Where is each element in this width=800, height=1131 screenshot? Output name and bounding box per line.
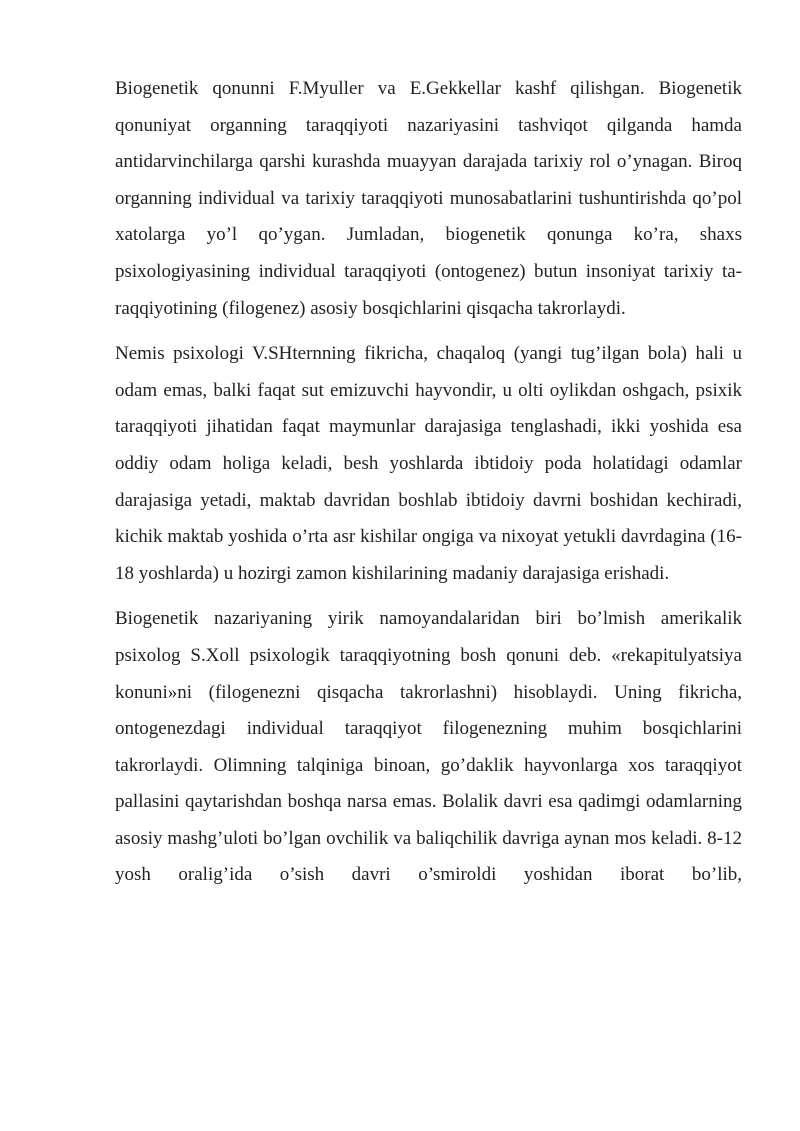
paragraph-stern-view: Nemis psixologi V.SHternning fikricha, chaqaloq (yangi tug’ilgan bola) hali u odam emas, balki faqat sut emizuvchi hayvondir, u olti oylikdan oshgach, psixik taraqqiyoti jihatidan faqat maymunlar darajasiga tenglashadi, ikki yoshida esa oddiy odam holiga keladi, besh yoshlarda ibtidoiy poda holatidagi odamlar darajasiga yetadi, maktab davridan boshlab ibtidoiy davrni boshidan kechiradi, kichik maktab yoshida o’rta asr kishilar ongiga va nixoyat yetukli davrdagina (16-18 yoshlarda) u hozirgi zamon kishilarining madaniy darajasiga erishadi. [115,343,742,584]
paragraph-biogenetic-law: Biogenetik qonunni F.Myuller va E.Gekkellar kashf qilishgan. Biogenetik qonuniyat organning taraqqiyoti nazariyasini tashviqot qilganda hamda antidarvinchilarga qarshi kurashda muayyan darajada tarixiy rol o’ynagan. Biroq organning individual va tarixiy taraqqiyoti munosabatlarini tushuntirishda qo’pol xatolarga yo’l qo’ygan. Jumladan, biogenetik qonunga ko’ra, shaxs psixologiyasining individual taraqqiyoti (ontogenez) butun insoniyat tarixiy ta-raqqiyotining (filogenez) asosiy bosqichlarini qisqacha takrorlaydi. [115,78,742,319]
paragraph-hall-recapitulation: Biogenetik nazariyaning yirik namoyandalaridan biri bo’lmish amerikalik psixolog S.Xoll psixologik taraqqiyotning bosh qonuni deb. «rekapitulyatsiya konuni»ni (filogenezni qisqacha takrorlashni) hisoblaydi. Uning fikricha, ontogenezdagi individual taraqqiyot filogenezning muhim bosqichlarini takrorlaydi. Olimning talqiniga binoan, go’daklik hayvonlarga xos taraqqiyot pallasini qaytarishdan boshqa narsa emas. Bolalik davri esa qadimgi odamlarning asosiy mashg’uloti bo’lgan ovchilik va baliqchilik davriga aynan mos keladi. 8-12 yosh oralig’ida o’sish davri o’smiroldi yoshidan iborat bo’lib, [115,608,742,886]
document-page [115,71,742,903]
